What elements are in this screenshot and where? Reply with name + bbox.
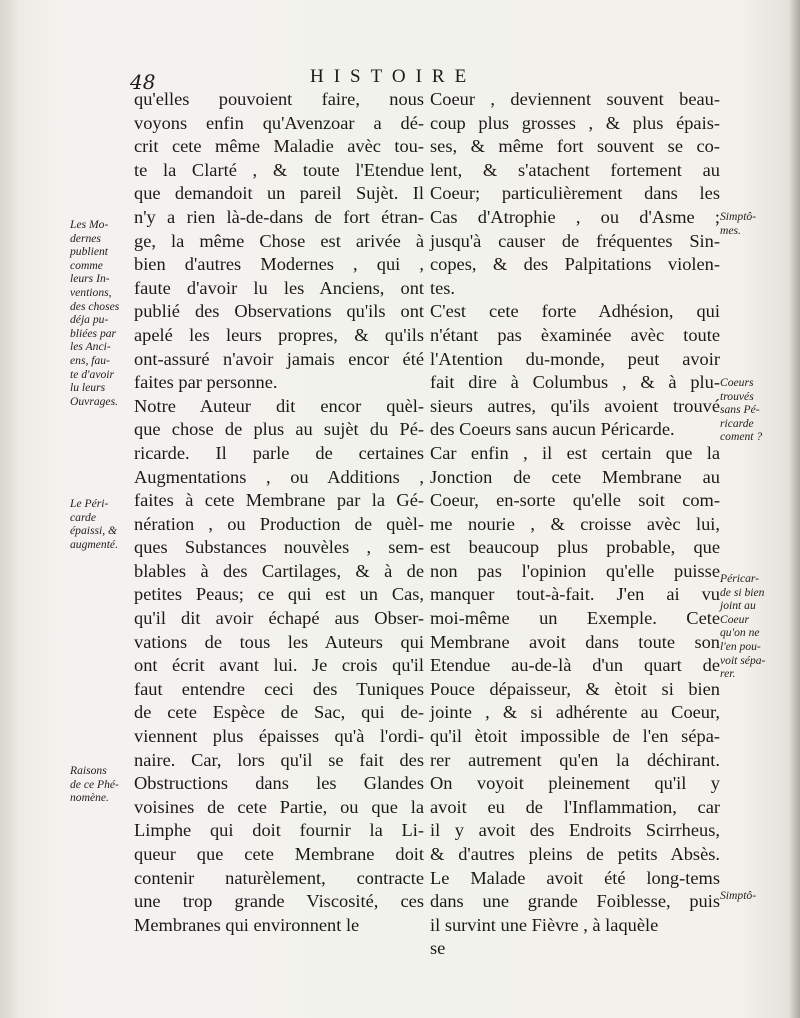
margin-note-pericarde [70, 497, 132, 551]
text-line: copes, & des Palpitations violen- [430, 254, 720, 275]
text-line: faites à cete Membrane par la Gé- [134, 490, 424, 511]
margin-note-line: Simptô- [720, 889, 757, 902]
page-edge-shadow [788, 0, 800, 1018]
text-column-right [430, 88, 720, 961]
margin-note-line: ventions, [70, 285, 112, 299]
text-line: blables à des Cartilages, & à de [134, 560, 424, 581]
margin-note-line: Simptô- [720, 210, 757, 223]
margin-note-line: Ouvrages. [70, 394, 118, 408]
margin-note-line: leurs In- [70, 272, 110, 286]
text-line: rer autrement qu'en la déchirant. [430, 749, 720, 770]
text-line: tes. [430, 277, 456, 298]
text-line: naire. Car, lors qu'il se fait des [134, 749, 424, 770]
margin-note-line: coment ? [720, 430, 763, 444]
text-line: ont écrit avant lui. Je crois qu'il [134, 655, 424, 676]
text-line: qu'il dit avoir échapé aus Obser- [134, 608, 424, 629]
margin-note-line: de si bien [720, 585, 765, 599]
margin-note-line: joint au [720, 599, 756, 613]
margin-note-line: Raisons [70, 764, 107, 777]
margin-note-line: publient [70, 245, 108, 259]
margin-note-coeurs-trouves [720, 376, 798, 444]
running-title: HISTOIRE [310, 66, 477, 87]
text-line: manquer tout-à-fait. J'en ai vu [430, 584, 720, 605]
text-line: qu'elles pouvoient faire, nous [134, 89, 424, 109]
text-line: Coeur, en-sorte qu'elle soit com- [430, 490, 720, 511]
margin-note-pericarde-joint [720, 572, 798, 681]
margin-note-line: l'en pou- [720, 639, 761, 653]
text-line: non pas l'opinion qu'elle puisse [430, 560, 720, 581]
text-line: Coeur; particulièrement dans les [430, 183, 720, 204]
text-line: faute d'avoir lu les Anciens, ont [134, 277, 424, 298]
text-line: queur que cete Membrane doit [134, 844, 424, 864]
text-line: publié des Observations qu'ils ont [134, 301, 424, 322]
text-line: bien d'autres Modernes , qui , [134, 254, 424, 275]
text-line: coup plus grosses , & plus épais- [430, 112, 720, 133]
text-line: Jonction de cete Membrane au [430, 466, 720, 487]
text-line: que chose de plus au sujèt du Pé- [134, 419, 424, 440]
text-line: voisines de cete Partie, ou que la [134, 796, 424, 817]
margin-note-line: épaissi, & [70, 524, 118, 538]
text-line: ricarde. Il parle de certaines [134, 442, 424, 463]
text-line: lent, & s'atachent fortement au [430, 159, 720, 180]
text-line: & d'autres pleins de petits Absès. [430, 844, 720, 864]
text-line: apelé les leurs propres, & qu'ils [134, 324, 424, 345]
text-column-left [134, 88, 424, 937]
text-line: petites Peaus; ce qui est un Cas, [134, 584, 424, 605]
margin-note-line: carde [70, 510, 96, 524]
text-line: Membrane avoit dans toute son [430, 631, 720, 652]
margin-note-line: te d'avoir [70, 367, 115, 381]
margin-note-line: rer. [720, 667, 736, 681]
margin-note-line: déja pu- [70, 313, 109, 327]
margin-note-line: sans Pé- [720, 403, 760, 417]
margin-note-raisons [70, 764, 132, 805]
text-line: est beaucoup plus probable, que [430, 537, 720, 558]
text-line: contenir naturèlement, contracte [134, 867, 424, 888]
text-line: jointe , & si adhérente au Coeur, [430, 702, 720, 723]
text-line: crit cete même Maladie avèc tou- [134, 136, 424, 157]
text-line: Cas d'Atrophie , ou d'Asme ; [430, 206, 720, 227]
text-line: faites par personne. [134, 372, 278, 393]
text-line: te la Clarté , & toute l'Etendue [134, 159, 424, 180]
text-line: fait dire à Columbus , & à plu- [430, 372, 720, 393]
margin-note-line: nomène. [70, 791, 109, 805]
text-line: moi-même un Exemple. Cete [430, 608, 720, 629]
text-line: il y avoit des Endroits Scirrheus, [430, 820, 720, 841]
text-line: l'Atention du-monde, peut avoir [430, 348, 720, 369]
page-number: 48 [130, 70, 156, 94]
margin-note-line: comme [70, 258, 103, 272]
margin-note-line: Coeurs [720, 376, 754, 389]
text-line: C'est cete forte Adhésion, qui [430, 301, 720, 322]
margin-note-line: les Anci- [70, 340, 111, 354]
margin-note-line: bliées par [70, 326, 117, 340]
margin-note-line: de ce Phé- [70, 777, 119, 791]
text-line: se [430, 938, 446, 959]
margin-note-line: Les Mo- [70, 218, 109, 231]
margin-note-line: voit sépa- [720, 653, 766, 667]
text-line: nération , ou Production de quèl- [134, 513, 424, 534]
text-line: Le Malade avoit été long-tems [430, 867, 720, 888]
margin-note-line: qu'on ne [720, 626, 760, 640]
margin-note-line: Coeur [720, 612, 749, 626]
text-line: voyons enfin qu'Avenzoar a dé- [134, 112, 424, 133]
margin-note-simptomes [720, 210, 798, 237]
text-line: me nourie , & croisse avèc lui, [430, 513, 720, 534]
text-line: vations de tous les Auteurs qui [134, 631, 424, 652]
text-line: Car enfin , il est certain que la [430, 442, 720, 463]
text-line: sieurs autres, qu'ils avoient trouvé [430, 395, 720, 416]
text-line: des Coeurs sans aucun Péricarde. [430, 419, 675, 440]
text-line: Limphe qui doit fournir la Li- [134, 820, 424, 841]
text-line: n'étant pas èxaminée avèc toute [430, 324, 720, 345]
margin-note-line: Péricar- [720, 572, 760, 585]
margin-note-line: ens, fau- [70, 353, 110, 367]
margin-note-line: trouvés [720, 389, 754, 403]
text-line: Etendue au-de-là d'un quart de [430, 655, 720, 676]
text-line: jusqu'à causer de fréquentes Sin- [430, 230, 720, 251]
text-line: ge, la même Chose est arivée à [134, 230, 424, 251]
text-line: Augmentations , ou Additions , [134, 466, 424, 487]
text-line: ont-assuré n'avoir jamais encor été [134, 348, 424, 369]
margin-note-line: des choses [70, 299, 120, 313]
margin-note-line: dernes [70, 231, 101, 245]
text-line: Notre Auteur dit encor quèl- [134, 395, 424, 416]
text-line: ses, & même fort souvent se co- [430, 136, 720, 157]
margin-note-line: augmenté. [70, 537, 118, 551]
text-line: il survint une Fièvre , à laquèle [430, 914, 659, 935]
text-line: une trop grande Viscosité, ces [134, 891, 424, 912]
text-line: que demandoit un pareil Sujèt. Il [134, 183, 424, 204]
text-line: avoit eu de l'Inflammation, car [430, 796, 720, 817]
text-line: n'y a rien là-de-dans de fort étran- [134, 206, 424, 227]
text-line: Membranes qui environnent le [134, 914, 360, 935]
text-line: Coeur , deviennent souvent beau- [430, 89, 720, 109]
margin-note-moderns [70, 218, 132, 408]
margin-note-line: lu leurs [70, 381, 106, 395]
text-line: faut entendre ceci des Tuniques [134, 678, 424, 699]
text-line: ques Substances nouvèles , sem- [134, 537, 424, 558]
margin-note-line: ricarde [720, 416, 754, 430]
text-line: On voyoit pleinement qu'il y [430, 773, 720, 794]
text-line: Pouce dépaisseur, & ètoit si bien [430, 678, 720, 699]
text-line: qu'il ètoit impossible de l'en sépa- [430, 726, 720, 747]
margin-note-simptome [720, 889, 798, 903]
text-line: viennent plus épaisses qu'à l'ordi- [134, 726, 424, 747]
margin-note-line: mes. [720, 223, 741, 237]
margin-note-line: Le Péri- [70, 497, 109, 510]
text-line: Obstructions dans les Glandes [134, 773, 424, 794]
text-line: de cete Espèce de Sac, qui de- [134, 702, 424, 723]
text-line: dans une grande Foiblesse, puis [430, 891, 720, 912]
